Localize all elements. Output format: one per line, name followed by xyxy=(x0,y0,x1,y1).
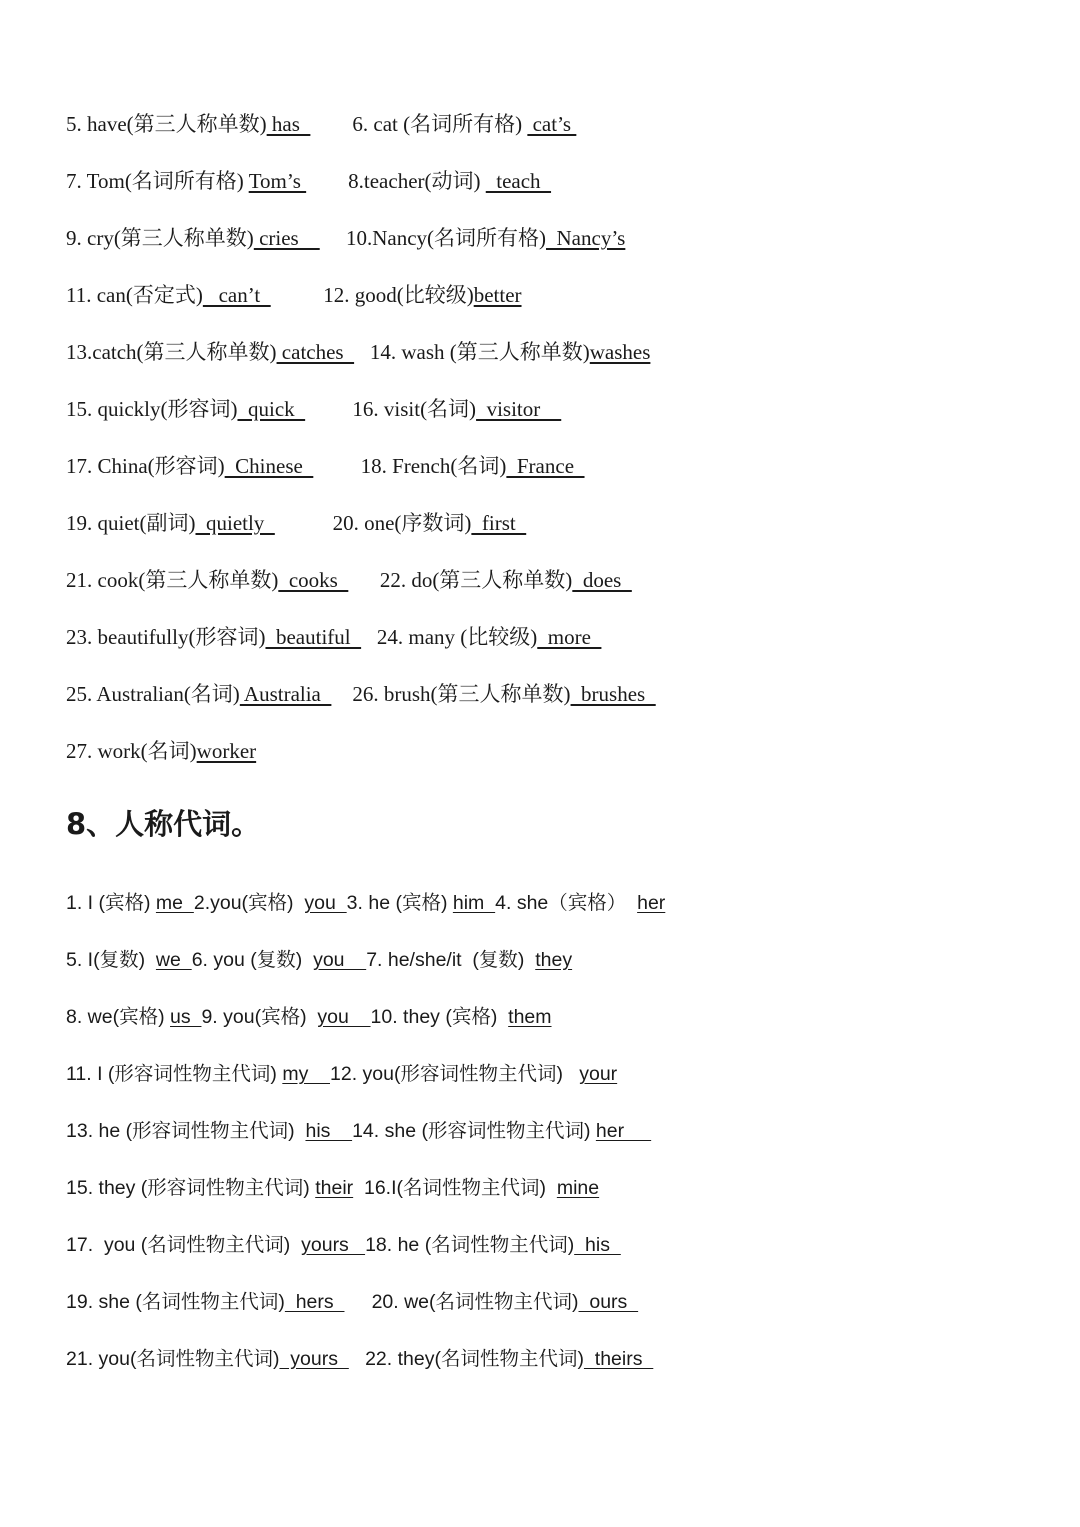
answer-text: them xyxy=(508,1006,552,1028)
question-text: 11. I (形容词性物主代词) xyxy=(66,1063,283,1085)
question-text: 9. you(宾格) xyxy=(201,1006,318,1028)
exercise-line xyxy=(66,684,656,705)
answer-text: can’t xyxy=(202,283,271,307)
answer-text: her xyxy=(637,892,666,914)
spacer xyxy=(320,226,346,250)
question-text: 15. quickly(形容词) xyxy=(66,397,238,421)
question-text: 21. cook(第三人称单数) xyxy=(66,568,279,592)
exercise-line xyxy=(66,1350,653,1370)
spacer xyxy=(271,283,324,307)
question-text: 23. beautifully(形容词) xyxy=(66,625,266,649)
answer-text: they xyxy=(535,949,573,971)
question-text: 27. work(名词) xyxy=(66,739,197,763)
answer-text: us xyxy=(170,1006,202,1028)
spacer xyxy=(306,169,348,193)
answer-text: does xyxy=(572,568,632,592)
section-heading: 8、人称代词。 xyxy=(66,807,261,841)
answer-text: you xyxy=(313,949,367,971)
answer-text: Chinese xyxy=(224,454,314,478)
question-text: 1. I (宾格) xyxy=(66,892,156,914)
spacer xyxy=(361,625,377,649)
question-text: 17. you (名词性物主代词) xyxy=(66,1234,302,1256)
question-text: 19. quiet(副词) xyxy=(66,511,196,535)
question-text: 18. French(名词) xyxy=(360,454,507,478)
answer-text: her xyxy=(595,1120,652,1142)
exercise-line xyxy=(66,1293,638,1313)
question-text: 13. he (形容词性物主代词) xyxy=(66,1120,306,1142)
answer-text: beautiful xyxy=(265,625,362,649)
answer-text: Tom’s xyxy=(248,169,307,193)
spacer xyxy=(354,340,370,364)
exercise-line xyxy=(66,1179,599,1199)
question-text: 2.you(宾格) xyxy=(193,892,305,914)
question-text: 6. you (复数) xyxy=(191,949,314,971)
answer-text: more xyxy=(537,625,602,649)
answer-text: me xyxy=(155,892,194,914)
exercise-line xyxy=(66,627,601,648)
answer-text: you xyxy=(317,1006,371,1028)
exercise-line xyxy=(66,570,632,591)
question-text: 24. many (比较级) xyxy=(376,625,538,649)
question-text: 12. good(比较级) xyxy=(323,283,474,307)
spacer xyxy=(310,112,352,136)
question-text: 9. cry(第三人称单数) xyxy=(66,226,254,250)
exercise-line xyxy=(66,285,522,306)
answer-text: hers xyxy=(284,1291,345,1313)
question-text: 4. she（宾格） xyxy=(495,892,638,914)
answer-text: your xyxy=(579,1063,618,1085)
answer-text: quick xyxy=(237,397,306,421)
exercise-line xyxy=(66,114,576,135)
answer-text: better xyxy=(473,283,522,307)
answer-text: him xyxy=(452,892,496,914)
question-text: 13.catch(第三人称单数) xyxy=(66,340,277,364)
question-text: 3. he (宾格) xyxy=(346,892,453,914)
answer-text: quietly xyxy=(195,511,275,535)
answer-text: Australia xyxy=(239,682,332,706)
question-text: 8.teacher(动词) xyxy=(348,169,486,193)
question-text: 7. he/she/it (复数) xyxy=(366,949,536,971)
answer-text: yours xyxy=(279,1348,349,1370)
answer-text: theirs xyxy=(583,1348,654,1370)
question-text: 19. she (名词性物主代词) xyxy=(66,1291,285,1313)
answer-text: mine xyxy=(556,1177,600,1199)
question-text: 22. they(名词性物主代词) xyxy=(348,1348,584,1370)
answer-text: France xyxy=(506,454,585,478)
question-text: 7. Tom(名词所有格) xyxy=(66,169,249,193)
answer-text: you xyxy=(304,892,347,914)
question-text: 10.Nancy(名词所有格) xyxy=(345,226,547,250)
exercise-line xyxy=(66,171,551,192)
question-text: 10. they (宾格) xyxy=(370,1006,509,1028)
answer-text: his xyxy=(305,1120,353,1142)
question-text: 14. wash (第三人称单数) xyxy=(369,340,590,364)
exercise-line xyxy=(66,1008,552,1028)
exercise-line xyxy=(66,456,585,477)
question-text: 14. she (形容词性物主代词) xyxy=(352,1120,596,1142)
question-text: 17. China(形容词) xyxy=(66,454,225,478)
question-text: 16. visit(名词) xyxy=(352,397,477,421)
answer-text: my xyxy=(282,1063,330,1085)
answer-text: has xyxy=(266,112,311,136)
answer-text: his xyxy=(574,1234,621,1256)
question-text: 18. he (名词性物主代词) xyxy=(365,1234,575,1256)
answer-text: Nancy’s xyxy=(546,226,626,250)
answer-text: yours xyxy=(301,1234,366,1256)
exercise-line xyxy=(66,741,256,762)
question-text: 5. have(第三人称单数) xyxy=(66,112,267,136)
question-text: 15. they (形容词性物主代词) xyxy=(66,1177,316,1199)
answer-text: washes xyxy=(589,340,651,364)
spacer xyxy=(348,568,380,592)
answer-text: catches xyxy=(276,340,355,364)
question-text: 20. we(名词性物主代词) xyxy=(344,1291,579,1313)
question-text: 16.I(名词性物主代词) xyxy=(353,1177,557,1199)
exercise-line xyxy=(66,1122,651,1142)
question-text: 11. can(否定式) xyxy=(66,283,203,307)
exercise-line xyxy=(66,342,650,363)
question-text: 6. cat (名词所有格) xyxy=(352,112,528,136)
spacer xyxy=(331,682,352,706)
question-text: 26. brush(第三人称单数) xyxy=(352,682,571,706)
answer-text: teach xyxy=(485,169,552,193)
answer-text: ours xyxy=(578,1291,639,1313)
question-text: 22. do(第三人称单数) xyxy=(379,568,573,592)
answer-text: worker xyxy=(196,739,257,763)
exercise-line xyxy=(66,951,572,971)
exercise-line xyxy=(66,1065,617,1085)
answer-text: we xyxy=(155,949,192,971)
question-text: 21. you(名词性物主代词) xyxy=(66,1348,280,1370)
exercise-line xyxy=(66,228,625,249)
exercise-line xyxy=(66,1236,621,1256)
answer-text: visitor xyxy=(476,397,562,421)
question-text: 20. one(序数词) xyxy=(332,511,472,535)
answer-text: first xyxy=(471,511,527,535)
question-text: 8. we(宾格) xyxy=(66,1006,171,1028)
exercise-line xyxy=(66,399,561,420)
answer-text: brushes xyxy=(570,682,656,706)
answer-text: their xyxy=(315,1177,354,1199)
question-text: 25. Australian(名词) xyxy=(66,682,240,706)
question-text: 5. I(复数) xyxy=(66,949,156,971)
answer-text: cooks xyxy=(278,568,349,592)
exercise-line xyxy=(66,894,665,914)
spacer xyxy=(305,397,352,421)
answer-text: cries xyxy=(253,226,320,250)
question-text: 12. you(形容词性物主代词) xyxy=(330,1063,580,1085)
spacer xyxy=(275,511,333,535)
exercise-line xyxy=(66,513,526,534)
spacer xyxy=(313,454,360,478)
answer-text: cat’s xyxy=(527,112,577,136)
